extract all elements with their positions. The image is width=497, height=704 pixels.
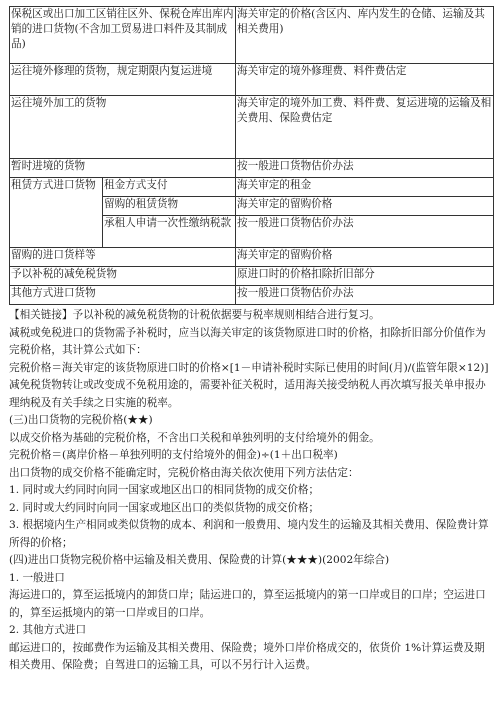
table-cell-value: 海关审定的境外加工费、料件费、复运进境的运输及相关费用、保险费估定 — [236, 96, 494, 159]
table-cell-lease-goods: 租赁方式进口货物 — [10, 178, 103, 248]
table-row — [10, 178, 494, 197]
list-item: 3. 根据境内生产相同或类似货物的成本、利润和一般费用、境内发生的运输及其相关费用、保险费计算所得的价格； — [9, 519, 489, 549]
table-row — [10, 248, 494, 267]
table-cell-goods: 其他方式进口货物 — [10, 286, 236, 305]
table-row — [10, 159, 494, 178]
list-item: 1. 同时或大约同时向同一国家或地区出口的相同货物的成交价格； — [9, 484, 320, 496]
paragraph: 减税或免税进口的货物需予补税时，应当以海关审定的该货物原进口时的价格，扣除折旧部分价值作为完税价格，其计算公式如下： — [9, 326, 486, 356]
subheading: 2. 其他方式进口 — [9, 624, 87, 636]
table-cell-goods: 运往境外加工的货物 — [10, 96, 236, 159]
formula: 完税价格＝海关审定的该货物原进口时的价格×[1－申请补税时实际已使用的时间(月)/(监管年限×12)] — [9, 361, 489, 374]
section-heading: (三)出口货物的完税价格(★★) — [9, 414, 153, 426]
table-row — [10, 7, 494, 64]
body-text — [9, 307, 493, 675]
table-row — [10, 96, 494, 159]
paragraph: 以成交价格为基础的完税价格，不含出口关税和单独列明的支付给境外的佣金。 — [9, 431, 380, 444]
table-cell-value: 按一般进口货物估价办法 — [236, 159, 494, 178]
table-cell-goods: 保税区或出口加工区销往区外、保税仓库出库内销的进口货物(不含加工贸易进口料件及其制成品) — [10, 7, 236, 64]
formula: 完税价格＝(离岸价格－单独列明的支付给境外的佣金)÷(1＋出口税率) — [9, 449, 338, 461]
table-cell-value: 原进口时的价格扣除折旧部分 — [236, 267, 494, 286]
table-cell-value: 按一般进口货物估价办法 — [236, 216, 494, 248]
paragraph: 出口货物的成交价格不能确定时，完税价格由海关依次使用下列方法估定： — [9, 466, 359, 479]
table-cell-lease-method: 承租人申请一次性缴纳税款 — [103, 216, 236, 248]
table-cell-value: 海关审定的境外修理费、料件费估定 — [236, 64, 494, 96]
paragraph: 减免税货物转让或改变成不免税用途的，需要补征关税时，适用海关接受纳税人再次填写报关单申报办理纳税及有关手续之日实施的税率。 — [9, 379, 486, 409]
table-cell-value: 海关审定的租金 — [236, 178, 494, 197]
table-cell-goods: 予以补税的减免税货物 — [10, 267, 236, 286]
paragraph: 海运进口的，算至运抵境内的卸货口岸；陆运进口的，算至运抵境内的第一口岸或目的口岸；空运进口的，算至运抵境内的第一口岸或目的口岸。 — [9, 589, 486, 619]
related-link-note: 【相关链接】予以补税的减免税货物的计税依据要与税率规则相结合进行复习。 — [9, 309, 380, 321]
table-cell-goods: 运往境外修理的货物，规定期限内复运进境 — [10, 64, 236, 96]
table-cell-goods: 留购的进口货样等 — [10, 248, 236, 267]
table-cell-value: 海关审定的留购价格 — [236, 248, 494, 267]
table-cell-value: 按一般进口货物估价办法 — [236, 286, 494, 305]
section-heading: (四)进出口货物完税价格中运输及相关费用、保险费的计算(★★★)(2002年综合) — [9, 554, 390, 566]
subheading: 1. 一般进口 — [9, 571, 65, 584]
table-cell-lease-method: 租金方式支付 — [103, 178, 236, 197]
table-row — [10, 267, 494, 286]
dutiable-value-table — [9, 6, 494, 305]
list-item: 2. 同时或大约同时向同一国家或地区出口的类似货物的成交价格； — [9, 501, 320, 514]
table-row — [10, 64, 494, 96]
table-cell-value: 海关审定的价格(含区内、库内发生的仓储、运输及其相关费用) — [236, 7, 494, 64]
paragraph: 邮运进口的，按邮费作为运输及其相关费用、保险费；境外口岸价格成交的，依货价 1%计算运费及期相关费用、保险费；自驾进口的运输工具，可以不另行计入运费。 — [9, 641, 485, 671]
table-row — [10, 286, 494, 305]
table-cell-value: 海关审定的留购价格 — [236, 197, 494, 216]
table-cell-goods: 暂时进境的货物 — [10, 159, 236, 178]
table-cell-lease-method: 留购的租赁货物 — [103, 197, 236, 216]
